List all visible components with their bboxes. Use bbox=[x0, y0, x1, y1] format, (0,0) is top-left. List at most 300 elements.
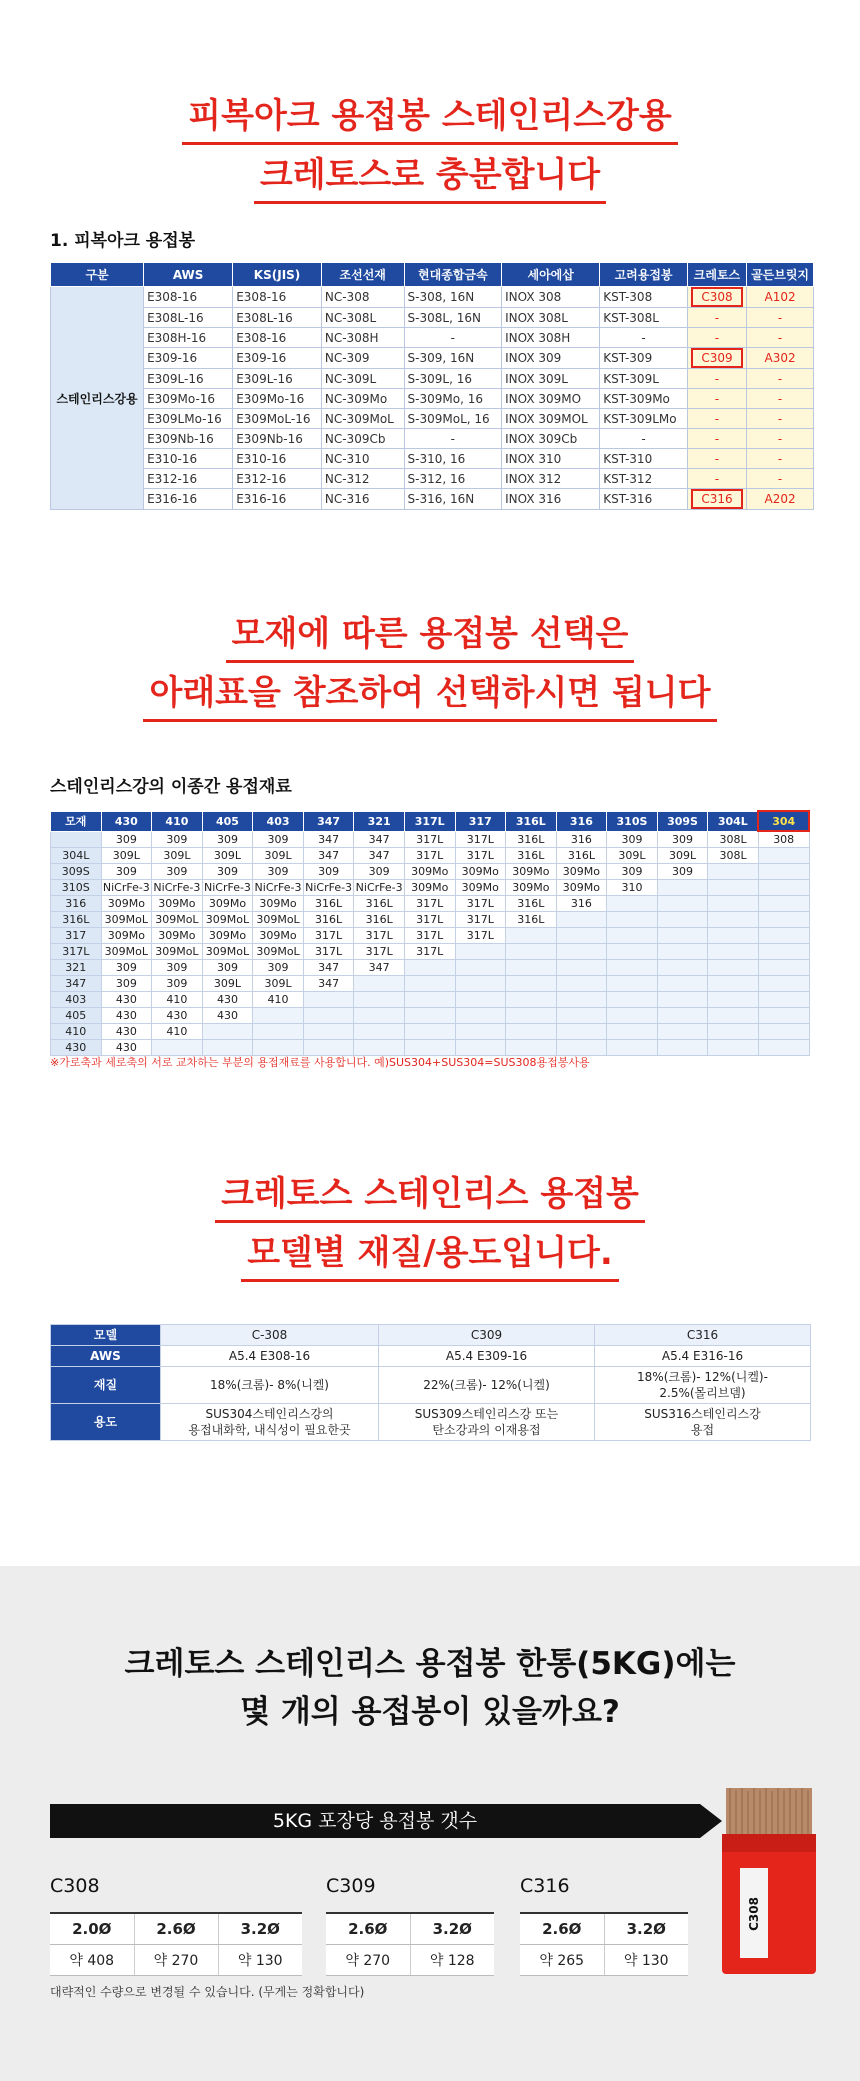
table2-header-cell: 317L bbox=[404, 811, 455, 831]
size-cell: 3.2Ø bbox=[218, 1913, 302, 1944]
table-cell: 309 bbox=[657, 863, 708, 879]
size-cell: 2.6Ø bbox=[520, 1913, 604, 1944]
table-cell bbox=[404, 975, 455, 991]
table-cell: - bbox=[404, 328, 502, 348]
table-cell bbox=[657, 943, 708, 959]
table-cell: 316L bbox=[506, 911, 557, 927]
table-cell: 309Mo bbox=[253, 895, 304, 911]
spec-value-cell: A5.4 E309-16 bbox=[379, 1346, 595, 1367]
table-cell: 309Mo bbox=[506, 863, 557, 879]
table-cell: S-310, 16 bbox=[404, 449, 502, 469]
spec-value-cell: 18%(크롬)- 12%(니켈)- 2.5%(몰리브뎀) bbox=[595, 1367, 811, 1404]
count-cell: 약 270 bbox=[134, 1944, 218, 1975]
table-cell: 309Mo bbox=[404, 879, 455, 895]
table-cell bbox=[556, 1007, 607, 1023]
table-cell: E309Mo-16 bbox=[144, 389, 233, 409]
table-row bbox=[51, 943, 810, 959]
table-cell: 317L bbox=[404, 831, 455, 847]
row-header-cell: 316L bbox=[51, 911, 102, 927]
table-cell: 309L bbox=[253, 847, 304, 863]
table-cell: - bbox=[600, 328, 688, 348]
table-cell: 317L bbox=[455, 895, 506, 911]
row-header-cell: 430 bbox=[51, 1039, 102, 1055]
section3-headline bbox=[0, 1166, 860, 1284]
table2-header-cell: 321 bbox=[354, 811, 405, 831]
table-row bbox=[51, 429, 814, 449]
cretos-cell: - bbox=[687, 328, 746, 348]
electrode-box-model-text: C308 bbox=[747, 1897, 761, 1931]
table-cell bbox=[354, 991, 405, 1007]
table1-header-cell: 현대종합금속 bbox=[404, 263, 502, 287]
table-cell: INOX 308H bbox=[502, 328, 600, 348]
table-cell bbox=[202, 1039, 253, 1055]
spec-value-cell: SUS309스테인리스강 또는 탄소강과의 이재용접 bbox=[379, 1404, 595, 1441]
table-cell: 430 bbox=[101, 991, 152, 1007]
table-cell bbox=[607, 943, 658, 959]
table-cell: 316L bbox=[354, 911, 405, 927]
table2-header-cell: 403 bbox=[253, 811, 304, 831]
table-cell: E309L-16 bbox=[144, 369, 233, 389]
table-row bbox=[51, 449, 814, 469]
table-cell: 347 bbox=[303, 847, 354, 863]
table-cell: 317L bbox=[404, 911, 455, 927]
section1-subtitle: 1. 피복아크 용접봉 bbox=[50, 231, 196, 251]
table-row bbox=[51, 1346, 811, 1367]
table-cell: 316L bbox=[354, 895, 405, 911]
table-cell: E308-16 bbox=[144, 287, 233, 308]
table-header-row bbox=[51, 263, 814, 287]
table-cell bbox=[455, 943, 506, 959]
table-cell bbox=[506, 991, 557, 1007]
table-cell bbox=[506, 1023, 557, 1039]
table-cell: 347 bbox=[303, 959, 354, 975]
table-cell: 309Mo bbox=[506, 879, 557, 895]
table-cell: 317L bbox=[354, 927, 405, 943]
table-cell bbox=[607, 1039, 658, 1055]
table-cell bbox=[152, 1039, 203, 1055]
row-header-cell: 310S bbox=[51, 879, 102, 895]
table-cell bbox=[253, 1023, 304, 1039]
table-cell: 310 bbox=[607, 879, 658, 895]
table-cell bbox=[607, 895, 658, 911]
table-cell: 316L bbox=[303, 911, 354, 927]
table-cell: NC-309 bbox=[321, 348, 404, 369]
table-cell: 309 bbox=[101, 959, 152, 975]
table-cell bbox=[455, 975, 506, 991]
table-cell bbox=[303, 1023, 354, 1039]
table-cell: 309Mo bbox=[152, 895, 203, 911]
table-cell: S-308, 16N bbox=[404, 287, 502, 308]
table-cell: 309Mo bbox=[556, 879, 607, 895]
table-cell bbox=[708, 895, 759, 911]
table-cell: NC-309Mo bbox=[321, 389, 404, 409]
table-cell bbox=[556, 1023, 607, 1039]
table2-header-cell: 310S bbox=[607, 811, 658, 831]
table-cell: INOX 309Cb bbox=[502, 429, 600, 449]
package-question bbox=[0, 1640, 860, 1736]
table1-header-cell: 구분 bbox=[51, 263, 144, 287]
table-cell: E308L-16 bbox=[233, 308, 322, 328]
table-cell: KST-310 bbox=[600, 449, 688, 469]
table-row bbox=[51, 369, 814, 389]
table2-header-cell: 309S bbox=[657, 811, 708, 831]
table-cell: 316 bbox=[556, 831, 607, 847]
table-cell bbox=[556, 959, 607, 975]
table-cell: 309Mo bbox=[455, 879, 506, 895]
row-header-cell: 317 bbox=[51, 927, 102, 943]
table-row bbox=[51, 489, 814, 510]
table-cell: 316 bbox=[556, 895, 607, 911]
section2-subtitle: 스테인리스강의 이종간 용접재료 bbox=[50, 777, 292, 797]
table-row bbox=[51, 831, 810, 847]
table-cell bbox=[404, 959, 455, 975]
table-cell: NC-308L bbox=[321, 308, 404, 328]
table-cell: KST-308 bbox=[600, 287, 688, 308]
table-cell bbox=[556, 975, 607, 991]
section1-headline-line1: 피복아크 용접봉 스테인리스강용 bbox=[182, 90, 678, 145]
table-cell bbox=[657, 1039, 708, 1055]
spec-value-cell: 22%(크롬)- 12%(니켈) bbox=[379, 1367, 595, 1404]
table-cell: 410 bbox=[152, 991, 203, 1007]
table-cell: 430 bbox=[101, 1039, 152, 1055]
table-cell: NC-309MoL bbox=[321, 409, 404, 429]
table-cell: 430 bbox=[101, 1023, 152, 1039]
table-cell: 317L bbox=[455, 927, 506, 943]
table-cell bbox=[506, 943, 557, 959]
table2-header-cell: 316 bbox=[556, 811, 607, 831]
table-cell: KST-309LMo bbox=[600, 409, 688, 429]
table-cell bbox=[556, 943, 607, 959]
table-row bbox=[51, 308, 814, 328]
table-cell: KST-309 bbox=[600, 348, 688, 369]
table-cell: 317L bbox=[303, 943, 354, 959]
cretos-cell: - bbox=[687, 469, 746, 489]
section3-headline-line1: 크레토스 스테인리스 용접봉 bbox=[215, 1168, 645, 1223]
count-cell: 약 128 bbox=[410, 1944, 494, 1975]
table-cell bbox=[506, 1039, 557, 1055]
goldenbridge-cell: A302 bbox=[747, 348, 814, 369]
table-cell: 309MoL bbox=[253, 943, 304, 959]
table-row bbox=[51, 409, 814, 429]
section2-headline-line2: 아래표을 참조하여 선택하시면 됩니다 bbox=[143, 667, 716, 722]
table-cell bbox=[354, 1023, 405, 1039]
table-cell bbox=[708, 911, 759, 927]
model-label-c316: C316 bbox=[520, 1875, 570, 1897]
table-cell: 410 bbox=[152, 1023, 203, 1039]
table-cell: 317L bbox=[404, 895, 455, 911]
table-cell: 317L bbox=[404, 943, 455, 959]
table-cell: 309 bbox=[202, 863, 253, 879]
table-cell: NiCrFe-3 bbox=[305, 880, 353, 894]
package-question-line1: 크레토스 스테인리스 용접봉 한통(5KG)에는 bbox=[124, 1646, 736, 1682]
table-cell: NC-308 bbox=[321, 287, 404, 308]
table-cell: S-309L, 16 bbox=[404, 369, 502, 389]
table-cell bbox=[556, 911, 607, 927]
table-cell: 430 bbox=[101, 1007, 152, 1023]
table-cell: KST-309Mo bbox=[600, 389, 688, 409]
table-row bbox=[51, 469, 814, 489]
spec-value-cell: A5.4 E308-16 bbox=[161, 1346, 379, 1367]
table-cell bbox=[607, 1007, 658, 1023]
table-cell bbox=[607, 991, 658, 1007]
electrode-comparison-table bbox=[50, 262, 814, 510]
table-cell: INOX 308L bbox=[502, 308, 600, 328]
table-cell bbox=[607, 1023, 658, 1039]
table-cell: INOX 310 bbox=[502, 449, 600, 469]
table-cell bbox=[657, 1023, 708, 1039]
table-cell: 309 bbox=[152, 863, 203, 879]
table-cell bbox=[506, 959, 557, 975]
table-row bbox=[51, 975, 810, 991]
table-cell: 430 bbox=[202, 991, 253, 1007]
row-header-cell: 403 bbox=[51, 991, 102, 1007]
table2-header-cell: 304 bbox=[758, 811, 809, 831]
table-cell: 309MoL bbox=[101, 943, 152, 959]
goldenbridge-cell: - bbox=[747, 308, 814, 328]
table-cell: INOX 309MOL bbox=[502, 409, 600, 429]
count-table-c309 bbox=[326, 1912, 494, 1976]
table-cell bbox=[506, 1007, 557, 1023]
table-cell: INOX 308 bbox=[502, 287, 600, 308]
table-cell: E308-16 bbox=[233, 328, 322, 348]
table-cell: 309 bbox=[303, 863, 354, 879]
table-cell bbox=[657, 895, 708, 911]
cretos-cell: - bbox=[687, 308, 746, 328]
table-cell: S-309Mo, 16 bbox=[404, 389, 502, 409]
count-table-c316 bbox=[520, 1912, 688, 1976]
table-cell: 347 bbox=[303, 831, 354, 847]
table-cell: INOX 316 bbox=[502, 489, 600, 510]
table-cell: 309 bbox=[202, 831, 253, 847]
model-label-c309: C309 bbox=[326, 1875, 376, 1897]
table-cell bbox=[253, 1007, 304, 1023]
table-cell: E309Mo-16 bbox=[233, 389, 322, 409]
table-cell bbox=[657, 911, 708, 927]
table-row bbox=[51, 1007, 810, 1023]
row-header-cell: 347 bbox=[51, 975, 102, 991]
table-cell: E312-16 bbox=[144, 469, 233, 489]
cretos-cell: - bbox=[687, 369, 746, 389]
table-cell: INOX 309 bbox=[502, 348, 600, 369]
table-cell: NiCrFe-3 bbox=[355, 880, 403, 894]
electrode-box-image bbox=[714, 1786, 824, 1976]
table-cell: NC-309L bbox=[321, 369, 404, 389]
table2-header-cell: 316L bbox=[506, 811, 557, 831]
table-cell bbox=[556, 991, 607, 1007]
table-row bbox=[51, 1023, 810, 1039]
table-cell: 309L bbox=[152, 847, 203, 863]
table-row bbox=[51, 1367, 811, 1404]
table-cell: S-312, 16 bbox=[404, 469, 502, 489]
table-cell: 347 bbox=[303, 975, 354, 991]
section2-headline bbox=[0, 606, 860, 724]
spec-value-cell: SUS304스테인리스강의 용접내화학, 내식성이 필요한곳 bbox=[161, 1404, 379, 1441]
table1-header-cell: 크레토스 bbox=[687, 263, 746, 287]
table-cell: KST-312 bbox=[600, 469, 688, 489]
table-cell: E309-16 bbox=[233, 348, 322, 369]
row-header-cell: 321 bbox=[51, 959, 102, 975]
goldenbridge-cell: - bbox=[747, 449, 814, 469]
spec-label-cell: 용도 bbox=[51, 1404, 161, 1441]
table-cell: E316-16 bbox=[144, 489, 233, 510]
section1-headline bbox=[0, 88, 860, 206]
table-cell: - bbox=[600, 429, 688, 449]
cretos-cell bbox=[687, 287, 746, 308]
table-cell bbox=[657, 879, 708, 895]
table-cell bbox=[404, 1023, 455, 1039]
table-cell bbox=[455, 959, 506, 975]
table-cell: NiCrFe-3 bbox=[102, 880, 150, 894]
table-cell: 347 bbox=[354, 831, 405, 847]
table-row bbox=[51, 895, 810, 911]
spec-value-cell: 18%(크롬)- 8%(니켈) bbox=[161, 1367, 379, 1404]
table-cell bbox=[607, 911, 658, 927]
table-cell bbox=[758, 991, 809, 1007]
table1-header-cell: 고려용접봉 bbox=[600, 263, 688, 287]
table-cell: E309Nb-16 bbox=[144, 429, 233, 449]
table-cell: 316L bbox=[506, 895, 557, 911]
table-cell bbox=[708, 959, 759, 975]
table-cell bbox=[758, 1023, 809, 1039]
electrode-rods bbox=[726, 1788, 812, 1838]
table-cell bbox=[556, 927, 607, 943]
table-cell: 309MoL bbox=[101, 911, 152, 927]
table-header-row bbox=[51, 811, 810, 831]
table-cell bbox=[758, 879, 809, 895]
table-cell: - bbox=[404, 429, 502, 449]
table-cell: 309 bbox=[607, 863, 658, 879]
count-cell: 약 265 bbox=[520, 1944, 604, 1975]
table-cell bbox=[506, 975, 557, 991]
table-row bbox=[51, 879, 810, 895]
count-table-c308 bbox=[50, 1912, 302, 1976]
table-cell: E308L-16 bbox=[144, 308, 233, 328]
cretos-cell bbox=[687, 348, 746, 369]
table-cell: 309 bbox=[253, 863, 304, 879]
table-cell: E316-16 bbox=[233, 489, 322, 510]
table2-header-cell: 304L bbox=[708, 811, 759, 831]
electrode-box-lid bbox=[722, 1834, 816, 1852]
table-cell bbox=[758, 1007, 809, 1023]
table-cell: NiCrFe-3 bbox=[153, 880, 201, 894]
table-cell bbox=[657, 1007, 708, 1023]
row-header-cell: 309S bbox=[51, 863, 102, 879]
table-cell: 309L bbox=[253, 975, 304, 991]
size-cell: 2.6Ø bbox=[326, 1913, 410, 1944]
count-cell: 약 130 bbox=[604, 1944, 688, 1975]
table-row bbox=[51, 911, 810, 927]
table2-header-cell: 410 bbox=[152, 811, 203, 831]
goldenbridge-cell: A102 bbox=[747, 287, 814, 308]
table-cell: 309Mo bbox=[253, 927, 304, 943]
highlighted-model: C308 bbox=[691, 287, 742, 307]
table1-header-cell: 조선선재 bbox=[321, 263, 404, 287]
table-cell: 410 bbox=[253, 991, 304, 1007]
table-cell bbox=[253, 1039, 304, 1055]
table-cell bbox=[607, 927, 658, 943]
table-cell: E312-16 bbox=[233, 469, 322, 489]
table-cell bbox=[404, 1039, 455, 1055]
table-cell: 316L bbox=[556, 847, 607, 863]
table-cell bbox=[404, 991, 455, 1007]
table-cell bbox=[404, 1007, 455, 1023]
table-cell: 309Mo bbox=[404, 863, 455, 879]
model-spec-table bbox=[50, 1324, 811, 1441]
table2-header-cell: 347 bbox=[303, 811, 354, 831]
table-cell: KST-316 bbox=[600, 489, 688, 510]
table-cell: KST-309L bbox=[600, 369, 688, 389]
table-cell bbox=[708, 943, 759, 959]
table-cell bbox=[607, 959, 658, 975]
table-cell: E309Nb-16 bbox=[233, 429, 322, 449]
table2-header-cell: 430 bbox=[101, 811, 152, 831]
spec-value-cell: C309 bbox=[379, 1325, 595, 1346]
table-cell: E309LMo-16 bbox=[144, 409, 233, 429]
table-row bbox=[51, 863, 810, 879]
goldenbridge-cell: - bbox=[747, 328, 814, 348]
table-cell: 309MoL bbox=[202, 943, 253, 959]
table-cell: 308L bbox=[708, 831, 759, 847]
table-row bbox=[51, 847, 810, 863]
table-cell bbox=[354, 975, 405, 991]
table-cell: 317L bbox=[404, 847, 455, 863]
table-cell: 309L bbox=[202, 975, 253, 991]
dissimilar-table-note: ※가로축과 세로축의 서로 교차하는 부분의 용접재료를 사용합니다. 예)SUS304+SUS304=SUS308용접봉사용 bbox=[50, 1056, 590, 1069]
table-cell: INOX 312 bbox=[502, 469, 600, 489]
table-cell: 309 bbox=[101, 863, 152, 879]
spec-value-cell: A5.4 E316-16 bbox=[595, 1346, 811, 1367]
table-cell: NC-310 bbox=[321, 449, 404, 469]
row-header-cell: 304L bbox=[51, 847, 102, 863]
electrode-box-body bbox=[722, 1834, 816, 1974]
table-row bbox=[51, 328, 814, 348]
table-cell bbox=[506, 927, 557, 943]
model-label-c308: C308 bbox=[50, 1875, 100, 1897]
table-cell: 309 bbox=[152, 831, 203, 847]
table-cell bbox=[303, 1007, 354, 1023]
section2-headline-line1: 모재에 따른 용접봉 선택은 bbox=[226, 608, 635, 663]
table-cell: 309MoL bbox=[202, 911, 253, 927]
table-cell bbox=[758, 895, 809, 911]
spec-label-cell: 재질 bbox=[51, 1367, 161, 1404]
table-row bbox=[51, 1039, 810, 1055]
table-cell: S-309MoL, 16 bbox=[404, 409, 502, 429]
table-cell: 309 bbox=[202, 959, 253, 975]
table-cell: 309 bbox=[152, 975, 203, 991]
table-cell: 309Mo bbox=[556, 863, 607, 879]
row-header-cell: 410 bbox=[51, 1023, 102, 1039]
table-cell bbox=[708, 863, 759, 879]
table-cell: 309 bbox=[657, 831, 708, 847]
table-cell: 347 bbox=[354, 847, 405, 863]
table1-header-cell: 세아에삽 bbox=[502, 263, 600, 287]
cretos-cell: - bbox=[687, 409, 746, 429]
table-cell bbox=[758, 927, 809, 943]
table-cell: E310-16 bbox=[144, 449, 233, 469]
table-row bbox=[51, 389, 814, 409]
table-cell bbox=[758, 863, 809, 879]
table-cell: E309MoL-16 bbox=[233, 409, 322, 429]
table-cell: KST-308L bbox=[600, 308, 688, 328]
table-cell: E308H-16 bbox=[144, 328, 233, 348]
row-header-cell bbox=[51, 831, 102, 847]
table1-header-cell: KS(JIS) bbox=[233, 263, 322, 287]
table-cell: 309L bbox=[101, 847, 152, 863]
table-cell bbox=[708, 1023, 759, 1039]
row-header-cell: 316 bbox=[51, 895, 102, 911]
table-cell: 309MoL bbox=[253, 911, 304, 927]
table-cell: E309-16 bbox=[144, 348, 233, 369]
